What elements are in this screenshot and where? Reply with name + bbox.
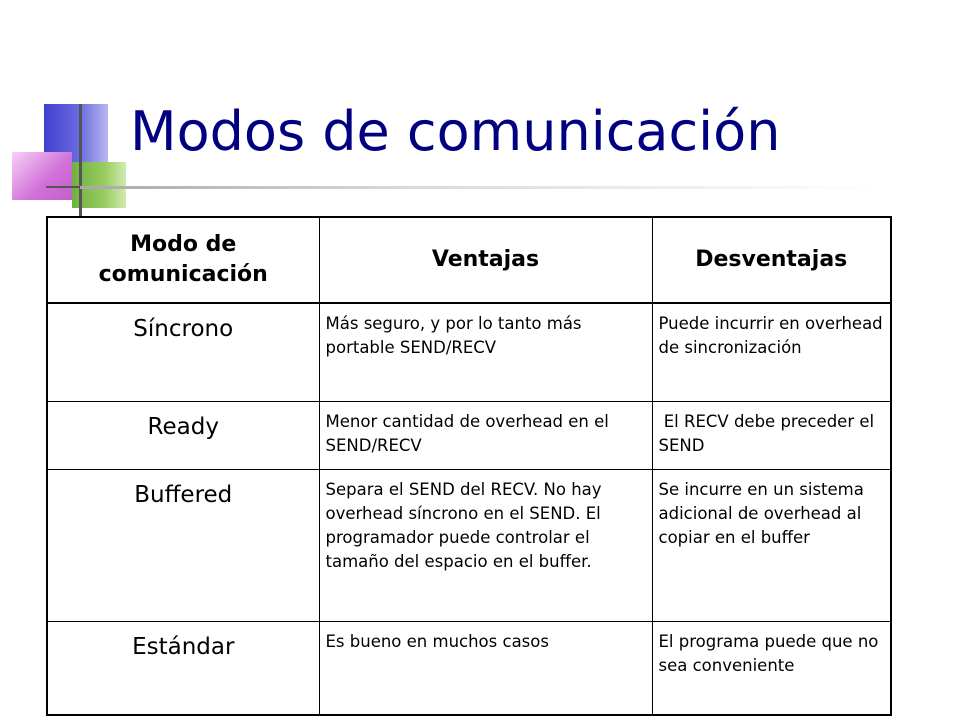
table-row xyxy=(47,401,891,469)
mode-cell: Síncrono xyxy=(47,303,319,401)
ventajas-cell: Más seguro, y por lo tanto más portable SEND/RECV xyxy=(319,303,652,401)
desventajas-cell: El RECV debe preceder el SEND xyxy=(652,401,891,469)
table-row xyxy=(47,621,891,715)
title-underline xyxy=(80,186,880,189)
desventajas-cell: El programa puede que no sea conveniente xyxy=(652,621,891,715)
decorative-pink-square xyxy=(12,152,72,200)
slide-title: Modos de comunicación xyxy=(130,100,781,163)
mode-cell: Estándar xyxy=(47,621,319,715)
header-modo: Modo de comunicación xyxy=(47,217,319,303)
comparison-table xyxy=(46,216,892,716)
table-row xyxy=(47,303,891,401)
table-header-row xyxy=(47,217,891,303)
table-row xyxy=(47,469,891,621)
decorative-vertical-line xyxy=(79,104,82,216)
ventajas-cell: Menor cantidad de overhead en el SEND/RECV xyxy=(319,401,652,469)
header-desventajas: Desventajas xyxy=(652,217,891,303)
header-ventajas: Ventajas xyxy=(319,217,652,303)
mode-cell: Buffered xyxy=(47,469,319,621)
ventajas-cell: Es bueno en muchos casos xyxy=(319,621,652,715)
mode-cell: Ready xyxy=(47,401,319,469)
desventajas-cell: Puede incurrir en overhead de sincronización xyxy=(652,303,891,401)
ventajas-cell: Separa el SEND del RECV. No hay overhead síncrono en el SEND. El programador puede controlar el tamaño del espacio en el buffer. xyxy=(319,469,652,621)
desventajas-cell: Se incurre en un sistema adicional de overhead al copiar en el buffer xyxy=(652,469,891,621)
